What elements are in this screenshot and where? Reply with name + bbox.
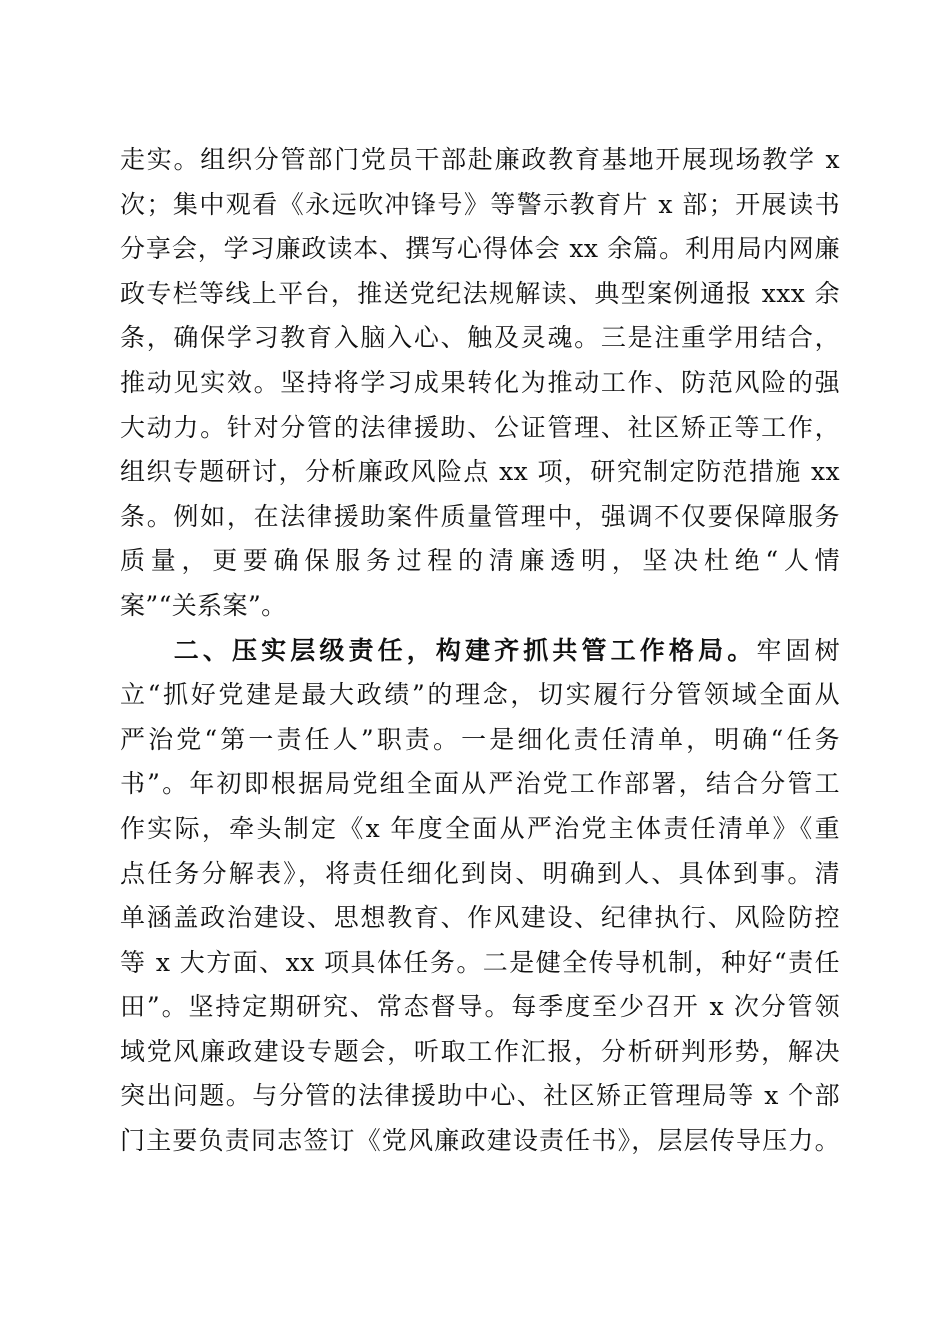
paragraph-line: 点任务分解表》，将责任细化到岗、明确到人、具体到事。清 (120, 858, 840, 888)
section-heading-rest: 牢固树 (756, 635, 840, 665)
paragraph-line: 严治党“第一责任人”职责。一是细化责任清单，明确“任务 (120, 724, 840, 754)
paragraph-line: 条。例如，在法律援助案件质量管理中，强调不仅要保障服务 (120, 501, 840, 531)
paragraph-line: 书”。年初即根据局党组全面从严治党工作部署，结合分管工 (120, 769, 840, 799)
paragraph-line: 作实际，牵头制定《x 年度全面从严治党主体责任清单》《重 (120, 813, 840, 843)
paragraph-line: 次；集中观看《永远吹冲锋号》等警示教育片 x 部；开展读书 (120, 189, 840, 219)
document-body (120, 138, 840, 1164)
paragraph-line: 走实。组织分管部门党员干部赴廉政教育基地开展现场教学 x (120, 145, 840, 174)
paragraph-line: 田”。坚持定期研究、常态督导。每季度至少召开 x 次分管领 (120, 992, 840, 1022)
paragraph-line: 质量，更要确保服务过程的清廉透明，坚决杜绝“人情 (120, 546, 840, 576)
paragraph-line: 等 x 大方面、xx 项具体任务。二是健全传导机制，种好“责任 (120, 947, 840, 977)
paragraph-line: 单涵盖政治建设、思想教育、作风建设、纪律执行、风险防控 (120, 903, 840, 933)
paragraph-line: 门主要负责同志签订《党风廉政建设责任书》，层层传导压力。 (120, 1126, 840, 1156)
section-heading: 二、压实层级责任，构建齐抓共管工作格局。 (170, 635, 757, 665)
paragraph-line: 立“抓好党建是最大政绩”的理念，切实履行分管领域全面从 (120, 680, 840, 710)
paragraph-line: 条，确保学习教育入脑入心、触及灵魂。三是注重学用结合， (120, 323, 840, 353)
paragraph-line: 大动力。针对分管的法律援助、公证管理、社区矫正等工作， (120, 412, 840, 442)
paragraph-line: 案”“关系案”。 (120, 590, 287, 620)
paragraph-line: 政专栏等线上平台，推送党纪法规解读、典型案例通报 xxx 余 (120, 278, 840, 308)
paragraph-line: 组织专题研讨，分析廉政风险点 xx 项，研究制定防范措施 xx (120, 457, 840, 487)
paragraph-line: 域党风廉政建设专题会，听取工作汇报，分析研判形势，解决 (120, 1036, 840, 1066)
paragraph-line: 突出问题。与分管的法律援助中心、社区矫正管理局等 x 个部 (120, 1081, 840, 1111)
section-heading-line (120, 629, 840, 674)
paragraph-line: 分享会，学习廉政读本、撰写心得体会 xx 余篇。利用局内网廉 (120, 234, 840, 264)
paragraph-line: 推动见实效。坚持将学习成果转化为推动工作、防范风险的强 (120, 367, 840, 397)
